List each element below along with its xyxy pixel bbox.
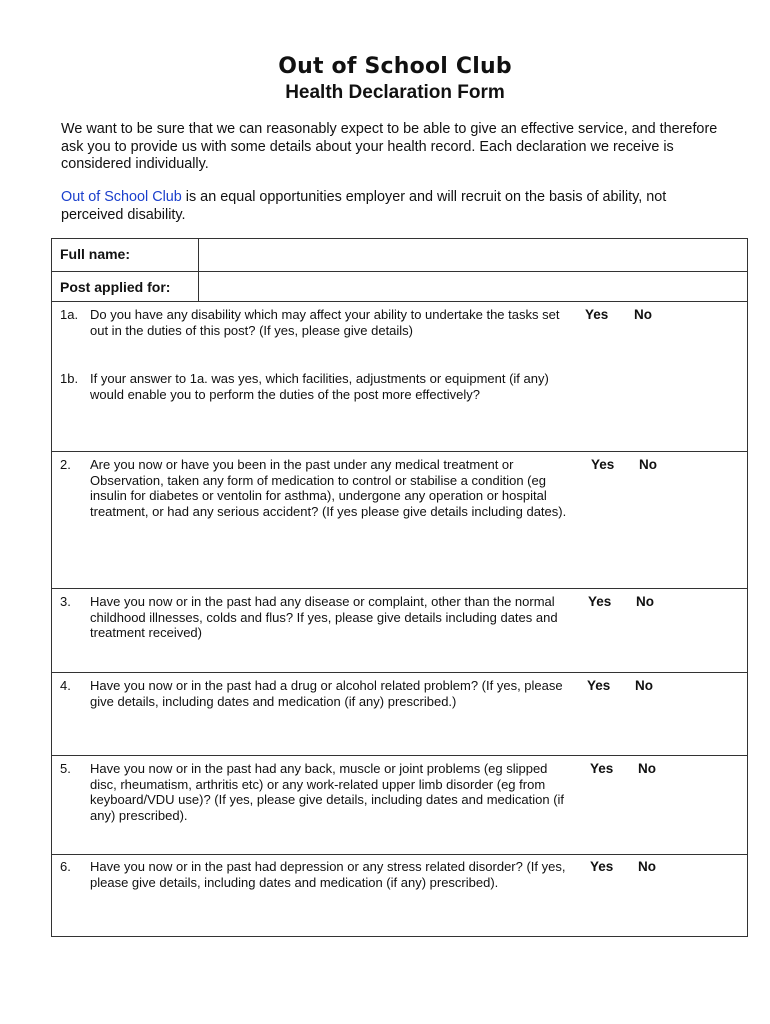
equal-opportunities-paragraph — [61, 189, 731, 224]
question-3-row — [52, 589, 747, 673]
yes-option[interactable]: Yes — [591, 457, 615, 472]
question-text: Have you now or in the past had any disease or complaint, other than the normal childhood illnesses, colds and flus? If yes, please give details including dates and treatment received) — [90, 594, 558, 641]
question-text: Have you now or in the past had a drug or alcohol related problem? (If yes, please give details, including dates and medication (if any) prescribed.) — [90, 678, 563, 709]
field-divider — [198, 239, 199, 271]
no-option[interactable]: No — [634, 307, 652, 322]
no-option[interactable]: No — [638, 761, 656, 776]
question-number: 1a. — [60, 307, 79, 322]
yes-option[interactable]: Yes — [587, 678, 611, 693]
question-text: Have you now or in the past had depression or any stress related disorder? (If yes, please give details, including dates and medication (if any) prescribed). — [90, 859, 566, 890]
full-name-input[interactable] — [200, 239, 747, 271]
question-number: 2. — [60, 457, 71, 472]
question-4-row — [52, 673, 747, 756]
post-applied-row — [52, 272, 747, 302]
no-option[interactable]: No — [635, 678, 653, 693]
form-subtitle: Health Declaration Form — [285, 82, 505, 103]
health-declaration-table — [51, 238, 748, 937]
question-number: 1b. — [60, 371, 79, 386]
form-title: Out of School Club — [278, 54, 512, 79]
full-name-label: Full name: — [60, 246, 131, 262]
question-text: Have you now or in the past had any back, muscle or joint problems (eg slipped disc, rheumatism, arthritis etc) or any work-related upper limb disorder (eg from keyboard/VDU use)? (If yes, please give details, including dates and medication (if any) prescribed). — [90, 761, 565, 823]
question-number: 4. — [60, 678, 71, 693]
question-number: 3. — [60, 594, 71, 609]
post-applied-label: Post applied for: — [60, 279, 171, 295]
no-option[interactable]: No — [639, 457, 657, 472]
equal-opportunities-text: is an equal opportunities employer and will recruit on the basis of ability, not perceived disability. — [61, 189, 667, 223]
question-text: Are you now or have you been in the past under any medical treatment or Observation, taken any form of medication to control or stabilise a condition (eg insulin for diabetes or ventolin for asthma), undergone any operation or hospital treatment, or had any serious accident? (If yes please give details including dates). — [90, 457, 567, 519]
yes-option[interactable]: Yes — [590, 761, 614, 776]
question-text: If your answer to 1a. was yes, which facilities, adjustments or equipment (if any) would enable you to perform the duties of the post more effectively? — [90, 371, 549, 402]
question-number: 5. — [60, 761, 71, 776]
question-number: 6. — [60, 859, 71, 874]
yes-option[interactable]: Yes — [590, 859, 614, 874]
no-option[interactable]: No — [636, 594, 654, 609]
no-option[interactable]: No — [638, 859, 656, 874]
yes-option[interactable]: Yes — [585, 307, 609, 322]
full-name-row — [52, 239, 747, 272]
field-divider — [198, 272, 199, 301]
post-applied-input[interactable] — [200, 272, 747, 301]
club-name-link[interactable]: Out of School Club — [61, 189, 182, 205]
question-text: Do you have any disability which may affect your ability to undertake the tasks set out in the duties of this post? (If yes, please give details) — [90, 307, 560, 338]
question-5-row — [52, 756, 747, 855]
intro-paragraph: We want to be sure that we can reasonably expect to be able to give an effective service, and therefore ask you to provide us with some details about your health record. Each declaration we receive is considered individually. — [61, 121, 718, 172]
question-1-row — [52, 302, 747, 452]
question-6-row — [52, 855, 747, 936]
yes-option[interactable]: Yes — [588, 594, 612, 609]
question-2-row — [52, 452, 747, 589]
